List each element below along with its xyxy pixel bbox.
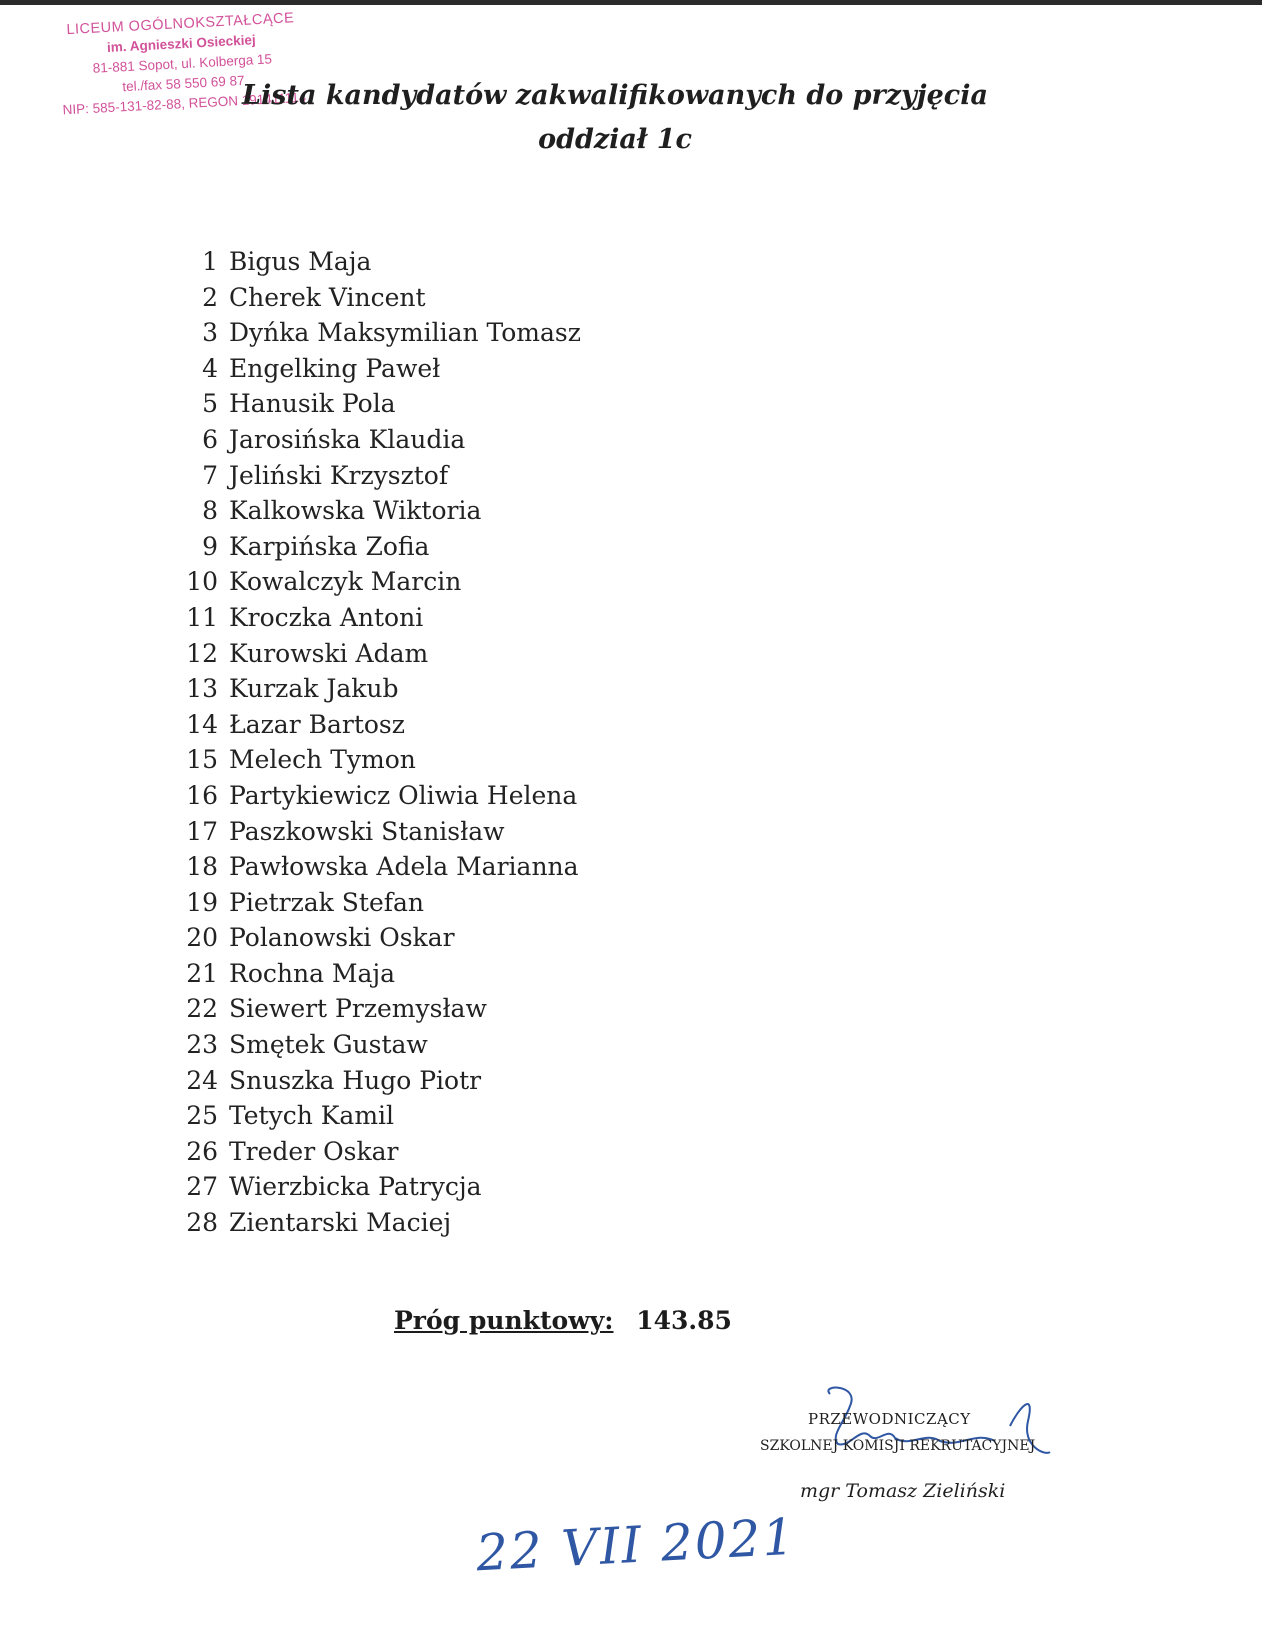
candidate-name: Siewert Przemysław — [229, 994, 487, 1024]
candidate-name: Jarosińska Klaudia — [229, 424, 466, 454]
candidate-number: 4 — [202, 353, 218, 383]
signature-role: PRZEWODNICZĄCY — [808, 1410, 971, 1428]
list-item — [170, 991, 581, 1027]
candidate-name: Kalkowska Wiktoria — [229, 496, 482, 526]
candidate-number: 15 — [186, 745, 218, 775]
list-item — [170, 920, 581, 956]
list-item — [170, 280, 581, 316]
list-item — [170, 1027, 581, 1063]
candidate-number: 26 — [186, 1136, 218, 1166]
candidate-name: Pawłowska Adela Marianna — [229, 852, 579, 882]
candidate-list — [170, 244, 581, 1241]
score-threshold — [394, 1306, 732, 1335]
candidate-number: 21 — [186, 958, 218, 988]
candidate-name: Tetych Kamil — [229, 1101, 395, 1131]
list-item — [170, 885, 581, 921]
candidate-number: 11 — [186, 602, 218, 632]
stamp-line: im. Agnieszki Osieckiej — [106, 32, 257, 55]
list-item — [170, 956, 581, 992]
candidate-name: Bigus Maja — [229, 247, 372, 276]
list-item — [170, 742, 581, 778]
candidate-name: Zientarski Maciej — [229, 1208, 452, 1238]
candidate-number: 13 — [186, 674, 218, 704]
list-item — [170, 422, 581, 458]
candidate-name: Melech Tymon — [229, 745, 416, 775]
candidate-number: 28 — [186, 1208, 218, 1238]
list-item — [170, 351, 581, 387]
list-item — [170, 849, 581, 885]
candidate-name: Cherek Vincent — [229, 282, 426, 312]
candidate-name: Wierzbicka Patrycja — [229, 1172, 482, 1202]
candidate-name: Kurowski Adam — [229, 638, 429, 668]
list-item — [170, 671, 581, 707]
page-title: Lista kandydatów zakwalifikowanych do przyjęcia — [242, 80, 988, 111]
candidate-name: Kroczka Antoni — [229, 602, 424, 632]
candidate-number: 18 — [186, 852, 218, 882]
candidate-number: 7 — [202, 460, 218, 490]
candidate-number: 25 — [186, 1101, 218, 1131]
list-item — [170, 458, 581, 494]
candidate-name: Paszkowski Stanisław — [229, 816, 505, 846]
document-title — [0, 74, 1230, 162]
candidate-number: 24 — [186, 1065, 218, 1095]
candidate-number: 2 — [202, 282, 218, 312]
candidate-name: Jeliński Krzysztof — [229, 460, 449, 490]
list-item — [170, 529, 581, 565]
list-item — [170, 1098, 581, 1134]
list-item — [170, 814, 581, 850]
candidate-name: Rochna Maja — [229, 958, 396, 988]
candidate-name: Polanowski Oskar — [229, 923, 455, 953]
class-subtitle: oddział 1c — [538, 124, 692, 155]
candidate-name: Kowalczyk Marcin — [229, 567, 462, 597]
candidate-name: Kurzak Jakub — [229, 674, 399, 704]
list-item — [170, 1205, 581, 1241]
stamp-line: tel./fax 58 550 69 87 — [121, 72, 245, 95]
threshold-label: Próg punktowy: — [394, 1306, 614, 1335]
list-item — [170, 244, 581, 280]
list-item — [170, 636, 581, 672]
list-item — [170, 564, 581, 600]
list-item — [170, 493, 581, 529]
candidate-name: Partykiewicz Oliwia Helena — [229, 780, 578, 810]
candidate-number: 20 — [186, 923, 218, 953]
candidate-number: 8 — [202, 496, 218, 526]
stamp-line: NIP: 585-131-82-88, REGON 191411114 — [62, 89, 307, 118]
scan-edge — [0, 0, 1262, 5]
list-item — [170, 1063, 581, 1099]
candidate-number: 10 — [186, 567, 218, 597]
candidate-number: 3 — [202, 318, 218, 348]
signature-block — [760, 1410, 1070, 1502]
candidate-number: 5 — [202, 389, 218, 419]
candidate-number: 17 — [186, 816, 218, 846]
candidate-name: Karpińska Zofia — [229, 531, 430, 561]
list-item — [170, 1169, 581, 1205]
candidate-name: Smętek Gustaw — [229, 1030, 428, 1060]
handwritten-date: 22 VII 2021 — [474, 1507, 798, 1583]
candidate-name: Łazar Bartosz — [229, 709, 405, 739]
list-item — [170, 315, 581, 351]
candidate-number: 16 — [186, 780, 218, 810]
candidate-number: 12 — [186, 638, 218, 668]
candidate-number: 6 — [202, 424, 218, 454]
threshold-value: 143.85 — [636, 1306, 732, 1335]
candidate-name: Pietrzak Stefan — [229, 887, 425, 917]
candidate-number: 14 — [186, 709, 218, 739]
stamp-line: LICEUM OGÓLNOKSZTAŁCĄCE — [66, 10, 295, 39]
candidate-name: Treder Oskar — [229, 1136, 399, 1166]
signature-name: mgr Tomasz Zieliński — [800, 1480, 1006, 1502]
candidate-number: 22 — [186, 994, 218, 1024]
candidate-number: 1 — [202, 247, 218, 276]
list-item — [170, 778, 581, 814]
stamp-line: 81-881 Sopot, ul. Kolberga 15 — [92, 51, 273, 76]
list-item — [170, 1134, 581, 1170]
list-item — [170, 707, 581, 743]
candidate-number: 27 — [186, 1172, 218, 1202]
candidate-name: Dyńka Maksymilian Tomasz — [229, 318, 581, 348]
candidate-name: Snuszka Hugo Piotr — [229, 1065, 482, 1095]
signature-committee: SZKOLNEJ KOMISJI REKRUTACYJNEJ — [760, 1438, 1036, 1454]
candidate-name: Hanusik Pola — [229, 389, 396, 419]
list-item — [170, 386, 581, 422]
candidate-number: 9 — [202, 531, 218, 561]
candidate-name: Engelking Paweł — [229, 353, 441, 383]
candidate-number: 23 — [186, 1030, 218, 1060]
candidate-number: 19 — [186, 887, 218, 917]
list-item — [170, 600, 581, 636]
